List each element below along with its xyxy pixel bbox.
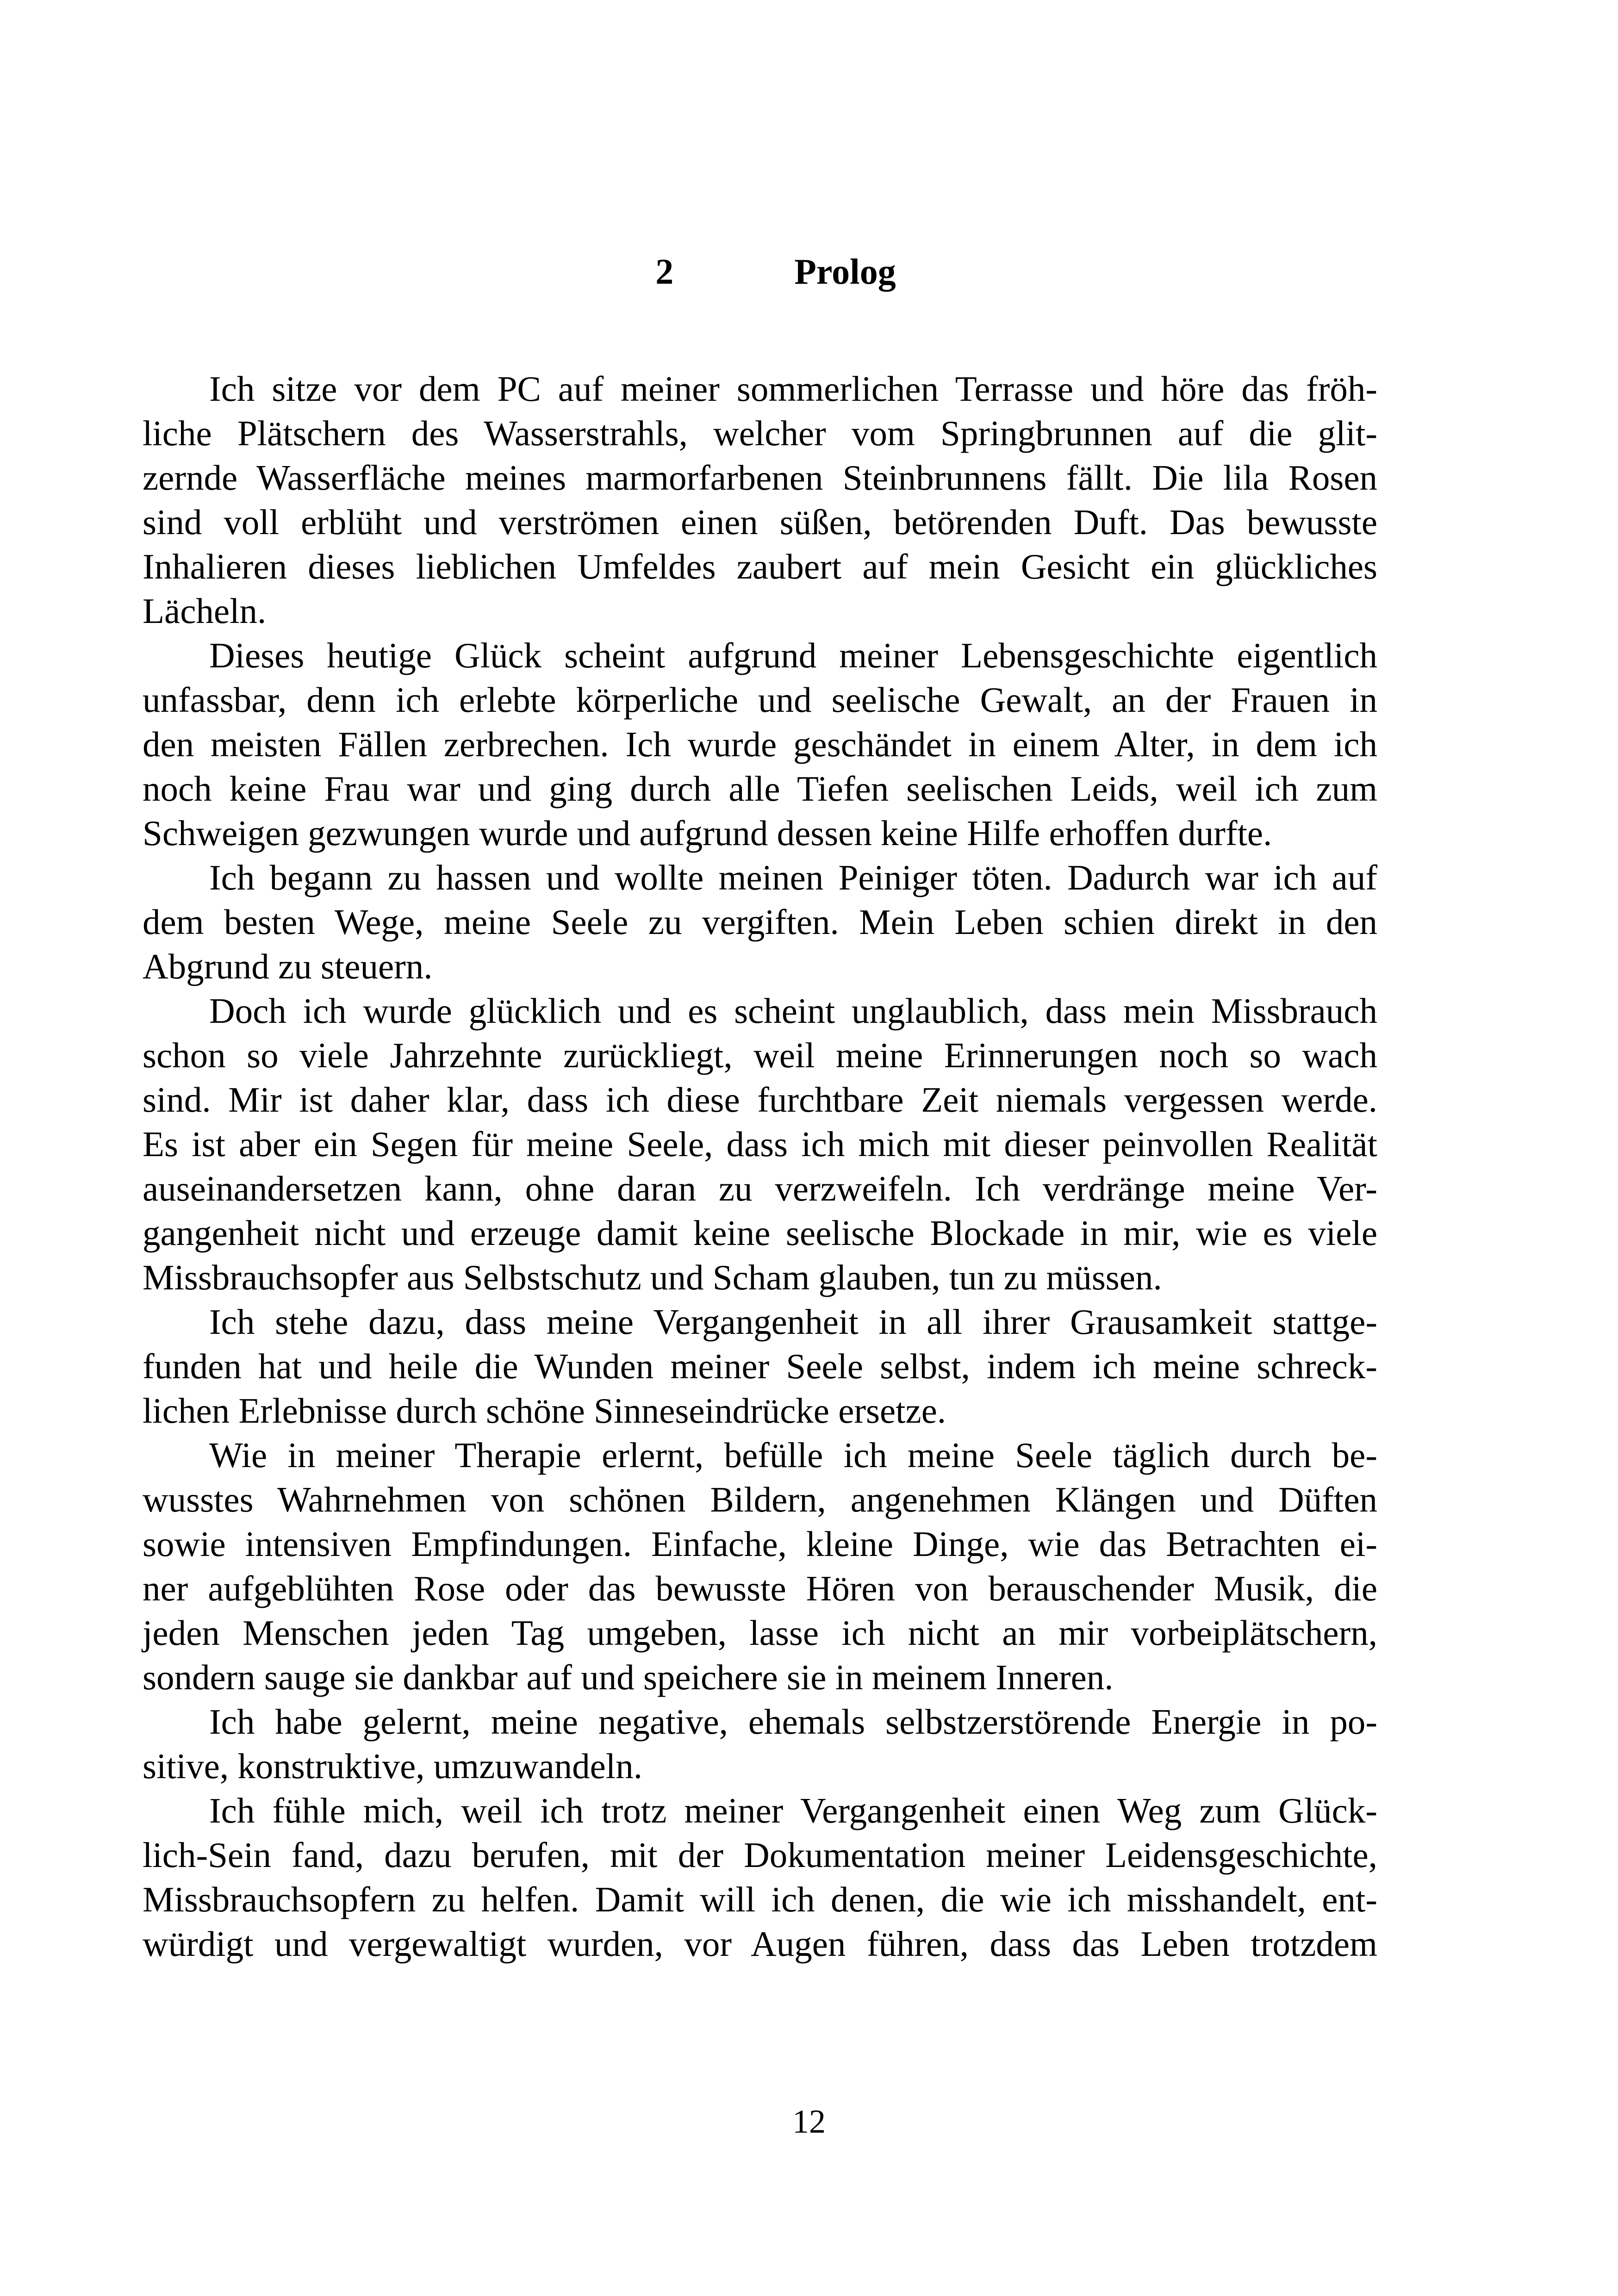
text-line: den meisten Fällen zerbrechen. Ich wurde geschändet in einem Alter, in dem ich	[143, 724, 1377, 764]
text-line: lich-Sein fand, dazu berufen, mit der Dokumentation meiner Leidensgeschichte,	[143, 1835, 1377, 1875]
text-line: Doch ich wurde glücklich und es scheint unglaublich, dass mein Missbrauch	[209, 991, 1377, 1031]
text-line: sitive, konstruktive, umzuwandeln.	[143, 1746, 642, 1786]
text-line: Ich sitze vor dem PC auf meiner sommerlichen Terrasse und höre das fröh-	[209, 369, 1377, 409]
text-line: sind voll erblüht und verströmen einen süßen, betörenden Duft. Das bewusste	[143, 502, 1377, 542]
text-line: noch keine Frau war und ging durch alle Tiefen seelischen Leids, weil ich zum	[143, 769, 1377, 809]
paragraph	[143, 989, 1377, 1300]
text-line: Missbrauchsopfer aus Selbstschutz und Scham glauben, tun zu müssen.	[143, 1257, 1162, 1297]
text-line: wusstes Wahrnehmen von schönen Bildern, angenehmen Klängen und Düften	[143, 1480, 1377, 1519]
text-line: sind. Mir ist daher klar, dass ich diese furchtbare Zeit niemals vergessen werde.	[143, 1080, 1377, 1120]
text-line: Es ist aber ein Segen für meine Seele, dass ich mich mit dieser peinvollen Realität	[143, 1124, 1377, 1164]
text-line: Inhalieren dieses lieblichen Umfeldes zaubert auf mein Gesicht ein glückliches	[143, 547, 1377, 586]
text-line: sowie intensiven Empfindungen. Einfache, kleine Dinge, wie das Betrachten ei-	[143, 1524, 1377, 1564]
text-line: ner aufgeblühten Rose oder das bewusste Hören von berauschender Musik, die	[143, 1568, 1377, 1608]
paragraph	[143, 855, 1377, 989]
text-line: Ich habe gelernt, meine negative, ehemals selbstzerstörende Energie in po-	[209, 1702, 1377, 1742]
page-number: 12	[792, 2103, 826, 2140]
text-line: Dieses heutige Glück scheint aufgrund meiner Lebensgeschichte eigentlich	[209, 635, 1377, 675]
text-line: Missbrauchsopfern zu helfen. Damit will ich denen, die wie ich misshandelt, ent-	[143, 1879, 1377, 1919]
paragraph	[143, 1300, 1377, 1433]
text-line: gangenheit nicht und erzeuge damit keine seelische Blockade in mir, wie es viele	[143, 1213, 1377, 1253]
text-line: funden hat und heile die Wunden meiner Seele selbst, indem ich meine schreck-	[143, 1346, 1377, 1386]
chapter-title: Prolog	[794, 251, 896, 292]
text-line: Abgrund zu steuern.	[143, 946, 433, 986]
chapter-number: 2	[655, 251, 674, 292]
paragraph	[143, 1788, 1377, 1966]
text-line: Ich fühle mich, weil ich trotz meiner Vergangenheit einen Weg zum Glück-	[209, 1791, 1377, 1830]
paragraph	[143, 367, 1377, 633]
text-line: schon so viele Jahrzehnte zurückliegt, weil meine Erinnerungen noch so wach	[143, 1035, 1377, 1075]
text-line: Lächeln.	[143, 591, 267, 631]
text-line: dem besten Wege, meine Seele zu vergiften. Mein Leben schien direkt in den	[143, 902, 1377, 942]
paragraph	[143, 1433, 1377, 1699]
body-text	[143, 367, 1377, 1966]
paragraph	[143, 633, 1377, 855]
text-line: Ich begann zu hassen und wollte meinen Peiniger töten. Dadurch war ich auf	[209, 858, 1377, 897]
text-line: jeden Menschen jeden Tag umgeben, lasse ich nicht an mir vorbeiplätschern,	[143, 1613, 1377, 1653]
text-line: Ich stehe dazu, dass meine Vergangenheit in all ihrer Grausamkeit stattge-	[209, 1302, 1377, 1342]
text-line: Wie in meiner Therapie erlernt, befülle ich meine Seele täglich durch be-	[209, 1435, 1377, 1475]
text-line: Schweigen gezwungen wurde und aufgrund dessen keine Hilfe erhoffen durfte.	[143, 813, 1272, 853]
text-line: liche Plätschern des Wasserstrahls, welcher vom Springbrunnen auf die glit-	[143, 413, 1377, 453]
text-line: auseinandersetzen kann, ohne daran zu verzweifeln. Ich verdränge meine Ver-	[143, 1169, 1377, 1208]
text-line: lichen Erlebnisse durch schöne Sinneseindrücke ersetze.	[143, 1391, 946, 1431]
text-line: würdigt und vergewaltigt wurden, vor Augen führen, dass das Leben trotzdem	[143, 1924, 1377, 1964]
paragraph	[143, 1699, 1377, 1788]
text-line: zernde Wasserfläche meines marmorfarbenen Steinbrunnens fällt. Die lila Rosen	[143, 458, 1377, 498]
chapter-heading	[0, 251, 1618, 292]
text-line: unfassbar, denn ich erlebte körperliche und seelische Gewalt, an der Frauen in	[143, 680, 1377, 720]
text-line: sondern sauge sie dankbar auf und speichere sie in meinem Inneren.	[143, 1657, 1114, 1697]
